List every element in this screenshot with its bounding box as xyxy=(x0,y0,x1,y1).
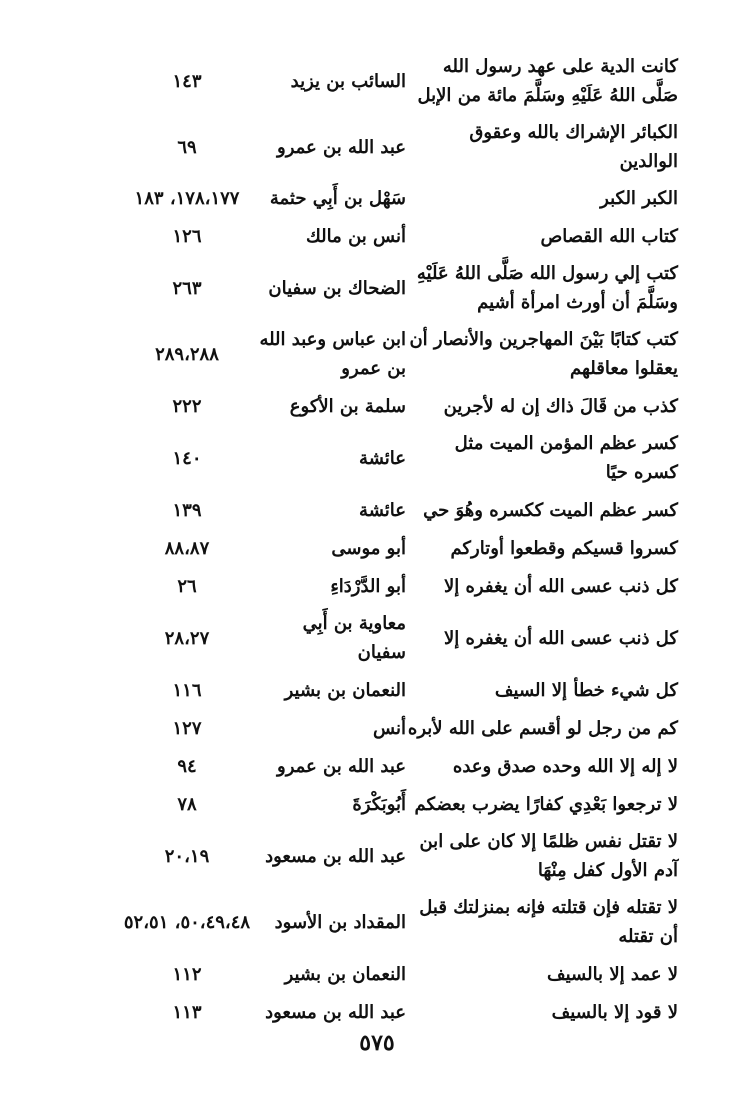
page-references: ٢٠،١٩ xyxy=(164,845,210,867)
table-row xyxy=(118,48,678,114)
page-number: ٥٧٥ xyxy=(359,1030,395,1056)
hadith-text: كسروا قسيكم وقطعوا أوتاركم xyxy=(450,537,678,559)
hadith-text: لا ترجعوا بَعْدِي كفارًا يضرب بعضكم xyxy=(414,793,678,815)
narrator-name: معاوية بن أَبِي سفيان xyxy=(302,613,406,663)
hadith-index-table xyxy=(118,48,678,1031)
narrator-name: الضحاك بن سفيان xyxy=(268,277,406,299)
narrator-name: النعمان بن بشير xyxy=(284,679,406,701)
page-references: ٢٨٩،٢٨٨ xyxy=(155,343,219,365)
page-references: ٥٠،٤٩،٤٨، ٥٢،٥١ xyxy=(123,911,251,933)
narrator-name: أَبُوبَكْرَةَ xyxy=(352,793,406,815)
narrator-name: النعمان بن بشير xyxy=(284,963,406,985)
hadith-text: لا تقتل نفس ظلمًا إلا كان على ابن آدم الأول كفل مِنْهَا xyxy=(419,831,678,881)
hadith-text: الكبر الكبر xyxy=(600,188,678,209)
table-row xyxy=(118,180,678,217)
page-references: ١٢٦ xyxy=(172,225,202,247)
narrator-name: سلمة بن الأكوع xyxy=(289,395,406,417)
hadith-text: لا عمد إلا بالسيف xyxy=(546,963,678,985)
table-row xyxy=(118,255,678,321)
table-row xyxy=(118,671,678,709)
narrator-name: عبد الله بن مسعود xyxy=(265,1001,406,1023)
table-row xyxy=(118,993,678,1031)
table-row xyxy=(118,529,678,567)
table-row xyxy=(118,709,678,747)
narrator-name: عبد الله بن عمرو xyxy=(277,136,406,158)
page-references: ١٤٣ xyxy=(172,70,202,92)
narrator-name: أبو موسى xyxy=(331,537,406,559)
table-row xyxy=(118,114,678,180)
page-references: ١٤٠ xyxy=(172,447,202,469)
hadith-text: كذب من قَالَ ذاك إن له لأجرين xyxy=(443,395,678,417)
narrator-name: السائب بن يزيد xyxy=(290,70,406,92)
hadith-text: لا تقتله فإن قتلته فإنه بمنزلتك قبل أن تقتله xyxy=(419,897,678,947)
page-references: ٢٦٣ xyxy=(172,277,202,299)
narrator-name: أنس بن مالك xyxy=(306,225,406,247)
hadith-text: كسر عظم المؤمن الميت مثل كسره حيًا xyxy=(454,433,678,483)
narrator-name: عبد الله بن عمرو xyxy=(277,755,406,777)
table-row xyxy=(118,217,678,255)
hadith-text: كسر عظم الميت ككسره وهُوَ حي xyxy=(423,499,678,521)
narrator-name: المقداد بن الأسود xyxy=(274,911,406,933)
table-row xyxy=(118,425,678,491)
page-references: ٦٩ xyxy=(177,136,197,158)
hadith-text: كم من رجل لو أقسم على الله لأبره xyxy=(407,717,678,739)
table-row xyxy=(118,823,678,889)
page-references: ٢٢٢ xyxy=(172,395,202,417)
hadith-text: كانت الدية على عهد رسول الله صَلَّى اللهُ عَلَيْهِ وسَلَّمَ مائة من الإبل xyxy=(417,56,678,106)
page-references: ١٢٧ xyxy=(172,717,202,739)
table-row xyxy=(118,387,678,425)
table-row xyxy=(118,785,678,823)
table-row xyxy=(118,747,678,785)
hadith-text: كل شيء خطأ إلا السيف xyxy=(494,679,678,701)
hadith-text: كتب إلي رسول الله صَلَّى اللهُ عَلَيْهِ وسَلَّمَ أن أورث امرأة أشيم xyxy=(416,263,678,313)
hadith-text: لا إله إلا الله وحده صدق وعده xyxy=(452,755,678,777)
table-row xyxy=(118,491,678,529)
page-references: ١١٦ xyxy=(172,679,202,701)
hadith-text: لا قود إلا بالسيف xyxy=(551,1001,678,1023)
page-references: ٨٨،٨٧ xyxy=(164,537,210,559)
page-references: ١١٢ xyxy=(172,963,202,985)
narrator-name: ابن عباس وعبد الله بن عمرو xyxy=(259,329,406,379)
page-references: ١١٣ xyxy=(172,1001,202,1023)
table-row xyxy=(118,955,678,993)
page-references: ١٧٨،١٧٧، ١٨٣ xyxy=(134,188,240,209)
narrator-name: عائشة xyxy=(359,447,406,469)
table-row xyxy=(118,605,678,671)
table-row xyxy=(118,567,678,605)
hadith-text: كل ذنب عسى الله أن يغفره إلا xyxy=(443,627,678,649)
table-row xyxy=(118,321,678,387)
hadith-text: كتب كتابًا بَيْنَ المهاجرين والأنصار أن يعقلوا معاقلهم xyxy=(409,329,678,379)
page-references: ١٣٩ xyxy=(172,499,202,521)
hadith-text: كتاب الله القصاص xyxy=(540,225,678,247)
narrator-name: عائشة xyxy=(359,499,406,521)
page-references: ٧٨ xyxy=(177,793,197,815)
narrator-name: أنس xyxy=(373,717,406,739)
narrator-name: أبو الدَّرْدَاءِ xyxy=(330,575,406,597)
page-references: ٢٨،٢٧ xyxy=(164,627,210,649)
hadith-text: الكبائر الإشراك بالله وعقوق الوالدين xyxy=(469,122,678,172)
narrator-name: عبد الله بن مسعود xyxy=(265,845,406,867)
table-row xyxy=(118,889,678,955)
narrator-name: سَهْل بن أَبِي حثمة xyxy=(269,188,406,209)
hadith-text: كل ذنب عسى الله أن يغفره إلا xyxy=(443,575,678,597)
page-references: ٢٦ xyxy=(177,575,197,597)
page-references: ٩٤ xyxy=(177,755,197,777)
